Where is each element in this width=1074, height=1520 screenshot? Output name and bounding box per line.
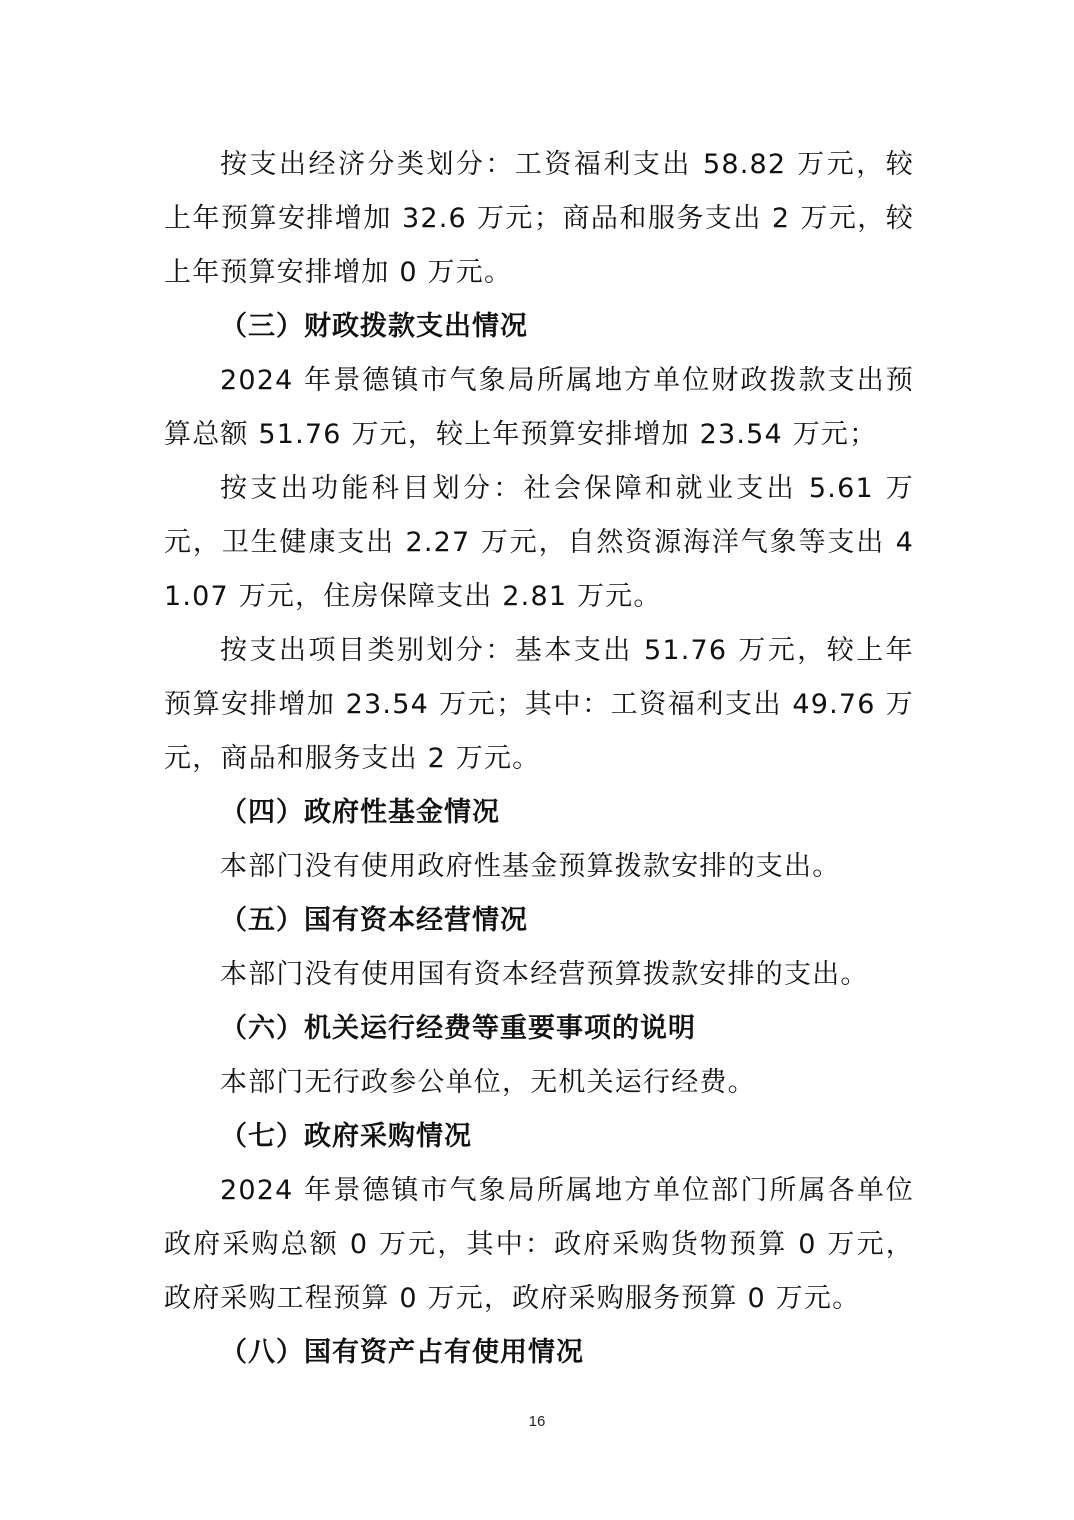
section-heading-government-fund: （四）政府性基金情况 <box>220 797 500 828</box>
page-number: 16 <box>528 1413 546 1430</box>
section-heading-state-assets: （八）国有资产占有使用情况 <box>220 1337 584 1368</box>
paragraph-state-capital: 本部门没有使用国有资本经营预算拨款安排的支出。 <box>220 959 869 990</box>
paragraph-functional-classification: 按支出功能科目划分：社会保障和就业支出 5.61 万元，卫生健康支出 2.27 万元，自然资源海洋气象等支出 41.07 万元，住房保障支出 2.81 万元。 <box>164 473 914 612</box>
paragraph-economic-classification: 按支出经济分类划分：工资福利支出 58.82 万元，较上年预算安排增加 32.6 万元；商品和服务支出 2 万元，较上年预算安排增加 0 万元。 <box>164 149 914 288</box>
section-heading-procurement: （七）政府采购情况 <box>220 1121 472 1152</box>
section-heading-operating-expenses: （六）机关运行经费等重要事项的说明 <box>220 1013 696 1044</box>
document-body <box>164 138 914 1380</box>
paragraph-procurement: 2024 年景德镇市气象局所属地方单位部门所属各单位政府采购总额 0 万元，其中：政府采购货物预算 0 万元，政府采购工程预算 0 万元，政府采购服务预算 0 万元。 <box>164 1175 914 1314</box>
paragraph-operating-expenses: 本部门无行政参公单位，无机关运行经费。 <box>220 1067 756 1098</box>
paragraph-government-fund: 本部门没有使用政府性基金预算拨款安排的支出。 <box>220 851 841 882</box>
section-heading-fiscal-expenditure: （三）财政拨款支出情况 <box>220 311 528 342</box>
paragraph-fiscal-total: 2024 年景德镇市气象局所属地方单位财政拨款支出预算总额 51.76 万元，较上年预算安排增加 23.54 万元； <box>164 365 914 450</box>
paragraph-project-classification: 按支出项目类别划分：基本支出 51.76 万元，较上年预算安排增加 23.54 万元；其中：工资福利支出 49.76 万元，商品和服务支出 2 万元。 <box>164 635 914 774</box>
section-heading-state-capital: （五）国有资本经营情况 <box>220 905 528 936</box>
